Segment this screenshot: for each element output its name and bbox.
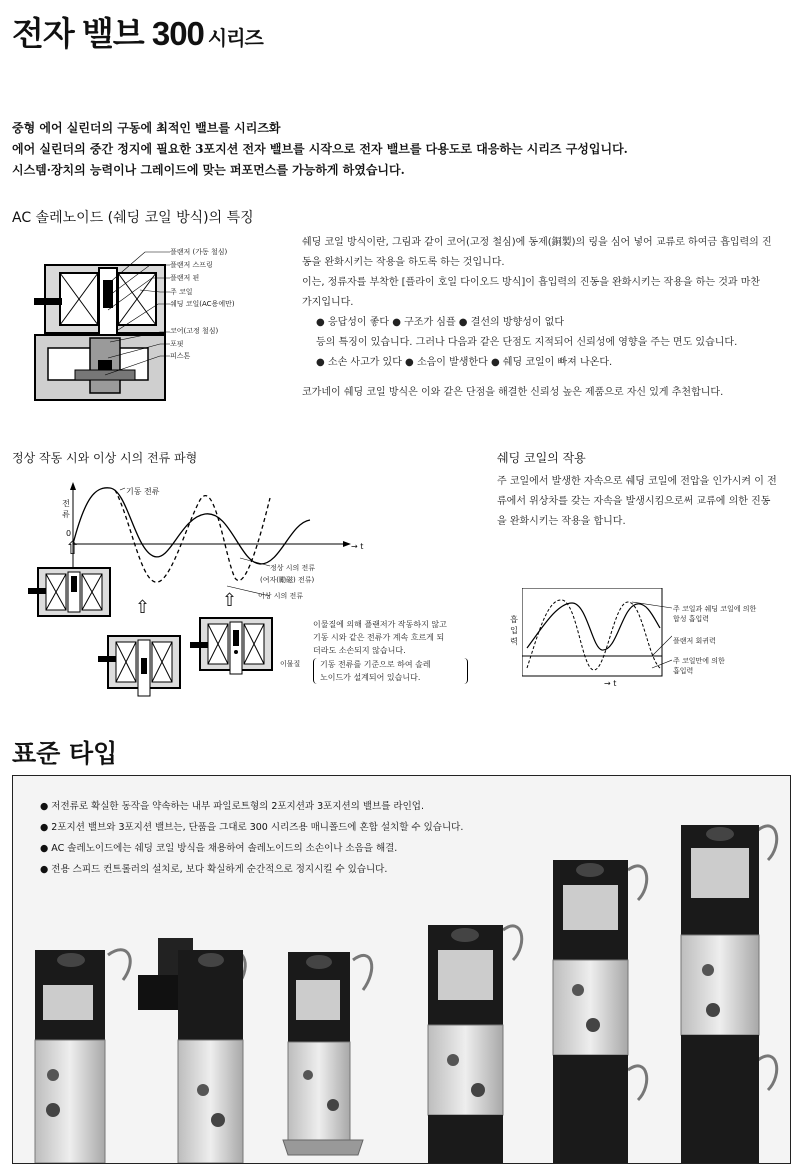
arrow-up-icon: ⇧ (65, 538, 81, 559)
valve-products-photo (13, 820, 790, 1163)
solenoid-cross-section-diagram (20, 240, 310, 420)
shading-legend-line: 흡입력 (673, 667, 694, 675)
startup-current-label: 기동 전류 (126, 487, 160, 496)
solenoid-icon-closed (28, 560, 118, 625)
shading-legend-return: 플랜저 회귀력 (673, 637, 716, 645)
normal-current-label: 정상 시의 전류 (270, 564, 316, 572)
ac-para: 가지입니다. (302, 297, 354, 308)
shading-text-line: 주 코일에서 발생한 자속으로 쉐딩 코일에 전압을 인가시켜 이 전 (497, 476, 777, 487)
standard-bullet: ● 전용 스피드 컨트롤러의 설치로, 보다 확실하게 순간적으로 정지시킬 수 있습니다. (40, 864, 388, 875)
valve-product (138, 938, 245, 1163)
title-main: 전자 밸브 300 (12, 15, 204, 52)
ac-para: 코가네이 쉐딩 코일 방식은 이와 같은 단점을 해결한 신뢰성 높은 제품으로 자신 있게 추천합니다. (302, 387, 724, 398)
label-core: 코어(고정 철심) (170, 327, 219, 335)
solenoid-icon-open (98, 628, 188, 698)
standard-bullet: ● AC 솔레노이드에는 쉐딩 코일 방식을 채용하여 솔레노이드의 소손이나 소음을 해결. (40, 843, 398, 854)
valve-product (283, 952, 372, 1155)
ac-para: 쉐딩 코일 방식이란, 그림과 같이 코어(고정 철심)에 동제(銅製)의 링을 심어 넣어 교류로 하여금 흡입력의 진 (302, 237, 772, 248)
page-title (12, 8, 263, 55)
ac-section-body (302, 233, 797, 403)
shading-text (497, 472, 777, 532)
label-plunger-pin: 플랜저 핀 (170, 274, 200, 282)
intro-text (12, 118, 628, 181)
intro-line: 에어 실린더의 중간 정지에 필요한 3포지션 전자 밸브를 시작으로 전자 밸브를 다용도로 대응하는 시리즈 구성입니다. (12, 142, 628, 156)
ac-para: 등의 특징이 있습니다. 그러나 다음과 같은 단점도 지적되어 신뢰성에 영향을 주는 면도 있습니다. (316, 337, 738, 348)
shading-legend-combined (673, 604, 756, 624)
foreign-matter-label: 이물질 (280, 660, 301, 668)
label-plunger-spring: 플랜저 스프링 (170, 261, 213, 269)
standard-bullet: ● 저전류로 확실한 동작을 약속하는 내부 파일로트형의 2포지션과 3포지션의 밸브를 라인업. (40, 801, 424, 812)
standard-type-heading: 표준 타입 (12, 739, 118, 768)
shading-y-label: 흡입력 (510, 615, 518, 646)
waveform-note-line: 노이드가 설계되어 있습니다. (320, 673, 421, 682)
shading-heading: 쉐딩 코일의 작용 (497, 451, 586, 465)
ac-merits: ● 응답성이 좋다 ● 구조가 심플 ● 결선의 방향성이 없다 (316, 317, 564, 328)
normal-current-label-2: (여자(勵磁) 전류) (260, 576, 315, 584)
standard-bullet: ● 2포지션 밸브와 3포지션 밸브는, 단품을 그대로 300 시리즈용 매니폴드에 혼합 설치할 수 있습니다. (40, 822, 464, 833)
valve-product (35, 950, 130, 1163)
intro-line: 시스템·장치의 능력이나 그레이드에 맞는 퍼포먼스를 가능하게 하였습니다. (12, 163, 405, 177)
label-piston: 피스톤 (170, 352, 191, 360)
shading-t-label: → t (604, 679, 617, 688)
arrow-up-icon: ⇧ (222, 590, 238, 611)
title-suffix: 시리즈 (207, 28, 263, 50)
label-main-coil: 주 코일 (170, 288, 193, 296)
solenoid-icon-foreign-matter (190, 612, 280, 680)
abnormal-current-label: 이상 시의 전류 (258, 592, 304, 600)
shading-legend-line: 합성 흡입력 (673, 615, 710, 623)
ac-para: 동을 완화시키는 작용을 하도록 하는 것입니다. (302, 257, 505, 268)
waveform-note-line: 기동 전류를 기준으로 하여 솔레 (320, 660, 431, 669)
ac-section-heading: AC 솔레노이드 (쉐딩 코일 방식)의 특징 (12, 210, 254, 226)
ac-demerits: ● 소손 사고가 있다 ● 소음이 발생한다 ● 쉐딩 코일이 빠져 나온다. (316, 357, 613, 368)
waveform-origin: 0 (66, 529, 72, 538)
shading-legend-line: 주 코일과 쉐딩 코일에 의한 (673, 605, 757, 613)
ac-para: 이는, 정류자를 부착한 [플라이 호일 다이오드 방식]이 흡입력의 진동을 완화시키는 작용을 하는 것과 마찬 (302, 277, 761, 288)
waveform-note (313, 618, 468, 684)
valve-product (428, 925, 522, 1163)
waveform-t-label: → t (351, 542, 364, 551)
shading-legend-main (673, 656, 725, 676)
valve-product (553, 860, 647, 1163)
label-shading-coil: 쉐딩 코일(AC용에만) (170, 300, 235, 308)
shading-coil-chart (522, 588, 672, 680)
shading-text-line: 류에서 위상차를 갖는 자속을 발생시킴으로써 교류에 의한 진동 (497, 496, 771, 507)
waveform-note-line: 기동 시와 같은 전류가 계속 흐르게 되 (313, 633, 445, 642)
waveform-note-line: 더라도 소손되지 않습니다. (313, 646, 406, 655)
label-plunger: 플랜저 (가동 철심) (170, 248, 228, 256)
label-poppet: 포핏 (170, 340, 184, 348)
shading-legend-line: 주 코일만에 의한 (673, 657, 725, 665)
shading-text-line: 을 완화시키는 작용을 합니다. (497, 516, 626, 527)
waveform-y-label: 전류 (62, 499, 70, 519)
waveform-note-bracket (313, 658, 468, 684)
intro-line: 중형 에어 실린더의 구동에 최적인 밸브를 시리즈화 (12, 121, 281, 135)
waveform-note-line: 이물질에 의해 플랜저가 작동하지 않고 (313, 620, 447, 629)
waveform-heading: 정상 작동 시와 이상 시의 전류 파형 (12, 451, 198, 465)
valve-product (681, 825, 777, 1163)
arrow-up-icon: ⇧ (135, 597, 151, 618)
